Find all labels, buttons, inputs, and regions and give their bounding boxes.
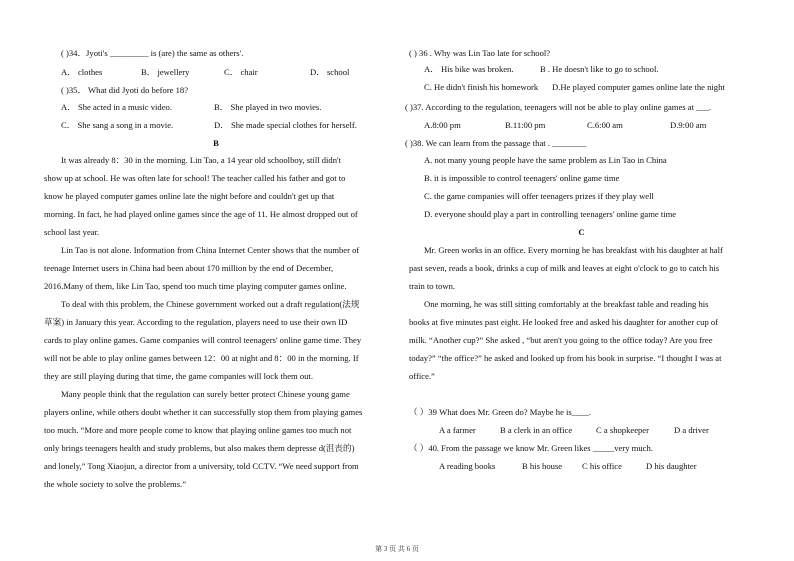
q40-option-b: B his house [522, 461, 563, 471]
q38-stem: ( )38. We can learn from the passage that . ________ [405, 138, 587, 148]
passage-c-line: office.” [409, 371, 435, 381]
passage-b-line: school last year. [44, 227, 100, 237]
passage-b-line: know he played computer games online late the night before and couldn't get up that [44, 191, 335, 201]
q36-option-a: A． His bike was broken. [424, 64, 514, 74]
q37-option-d: D.9:00 am [670, 120, 707, 130]
passage-b-line: they are still playing during that time, the game companies will lock them out. [44, 371, 313, 381]
q34-option-c: C． chair [224, 67, 258, 77]
passage-b-line: only brings teenagers health and study problems, but also makes them depresse d(沮丧的) [44, 443, 355, 453]
passage-b-line: players online, while others doubt whether it can successfully stop them from playing games [44, 407, 363, 417]
section-b-heading: B [213, 138, 219, 148]
q39-option-d: D a driver [674, 425, 709, 435]
q34-option-a: A． clothes [61, 67, 103, 77]
passage-c-line: today?” “the office?” he asked and looked up from his book in surprise. “I thought I was at [409, 353, 722, 363]
q36-option-d: D.He played computer games online late the night [552, 82, 725, 92]
q35-stem: ( )35． What did Jyoti do before 18? [61, 85, 189, 95]
q38-option-d: D. everyone should play a part in controlling teenagers' online game time [424, 209, 677, 219]
q38-option-a: A. not many young people have the same problem as Lin Tao in China [424, 155, 667, 165]
q39-option-c: C a shopkeeper [596, 425, 649, 435]
q37-option-c: C.6:00 am [587, 120, 623, 130]
section-c-heading: C [578, 227, 585, 237]
passage-b-line: the whole society to solve the problems.” [44, 479, 187, 489]
q40-option-c: C his office [582, 461, 622, 471]
q40-option-d: D his daughter [646, 461, 697, 471]
q34-option-d: D． school [310, 67, 350, 77]
q39-option-a: A a farmer [439, 425, 476, 435]
q35-option-d: D． She made special clothes for herself. [214, 120, 357, 130]
q36-option-c: C. He didn't finish his homework [424, 82, 539, 92]
passage-b-line: will not be able to play online games between 12：00 at night and 8：00 in the morning. If [44, 353, 359, 363]
q40-option-a: A reading books [439, 461, 496, 471]
q38-option-c: C. the game companies will offer teenagers prizes if they play well [424, 191, 654, 201]
passage-b-line: 草案) in January this year. According to the regulation, players need to use their own ID [44, 317, 348, 327]
passage-b-line: teenage Internet users in China had been about 170 million by the end of December, [44, 263, 334, 273]
passage-b-line: show up at school. He was often late for school! The teacher called his father and got to [44, 173, 346, 183]
passage-b-line: morning. In fact, he had played online games since the age of 11. He almost dropped out of [44, 209, 358, 219]
q37-option-a: A.8:00 pm [424, 120, 461, 130]
passage-c-line: One morning, he was still sitting comfortably at the breakfast table and reading his [424, 299, 709, 309]
page-footer: 第 3 页 共 6 页 [375, 545, 419, 553]
passage-c-line: Mr. Green works in an office. Every morning he has breakfast with his daughter at half [424, 245, 723, 255]
q37-stem: ( )37. According to the regulation, teenagers will not be able to play online games at ___. [405, 102, 712, 112]
q34-option-b: B． jewellery [141, 67, 190, 77]
q35-option-c: C． She sang a song in a movie. [61, 120, 174, 130]
q39-stem: （ ）39 What does Mr. Green do? Maybe he is____. [409, 407, 592, 417]
passage-c-line: books at five minutes past eight. He looked free and asked his daughter for another cup of [409, 317, 719, 327]
q35-option-b: B． She played in two movies. [214, 102, 322, 112]
passage-c-line: milk. “Another cup?” She asked , “but aren't you going to the office today? Are you free [409, 335, 713, 345]
q34-stem: ( )34．Jyoti's _________ is (are) the same as others'. [61, 48, 244, 58]
q38-option-b: B. it is impossible to control teenagers' online game time [424, 173, 620, 183]
q36-stem: ( ) 36 . Why was Lin Tao late for school? [409, 48, 551, 58]
passage-b-line: Many people think that the regulation can surely better protect Chinese young game [61, 389, 350, 399]
passage-b-line: To deal with this problem, the Chinese government worked out a draft regulation(法规 [61, 299, 360, 309]
q35-option-a: A． She acted in a music video. [61, 102, 172, 112]
q36-option-b: B . He doesn't like to go to school. [540, 64, 659, 74]
q40-stem: （ ）40. From the passage we know Mr. Green likes _____very much. [409, 443, 653, 453]
passage-b-line: cards to play online games. Game companies will control teenagers' online game time. They [44, 335, 362, 345]
passage-b-line: It was already 8：30 in the morning. Lin Tao, a 14 year old schoolboy, still didn't [61, 155, 341, 165]
q39-option-b: B a clerk in an office [500, 425, 573, 435]
passage-b-line: 2016.Many of them, like Lin Tao, spend too much time playing computer games online. [44, 281, 347, 291]
passage-c-line: train to town. [409, 281, 456, 291]
passage-c-line: past seven, reads a book, drinks a cup of milk and leaves at eight o'clock to go to catch his [409, 263, 720, 273]
passage-b-line: Lin Tao is not alone. Information from China Internet Center shows that the number of [61, 245, 360, 255]
passage-b-line: too much. “More and more people come to know that playing online games too much not [44, 425, 352, 435]
passage-b-line: and lonely,” Tong Xiaojun, a director from a university, told CCTV. “We need support from [44, 461, 359, 471]
q37-option-b: B.11:00 pm [505, 120, 546, 130]
